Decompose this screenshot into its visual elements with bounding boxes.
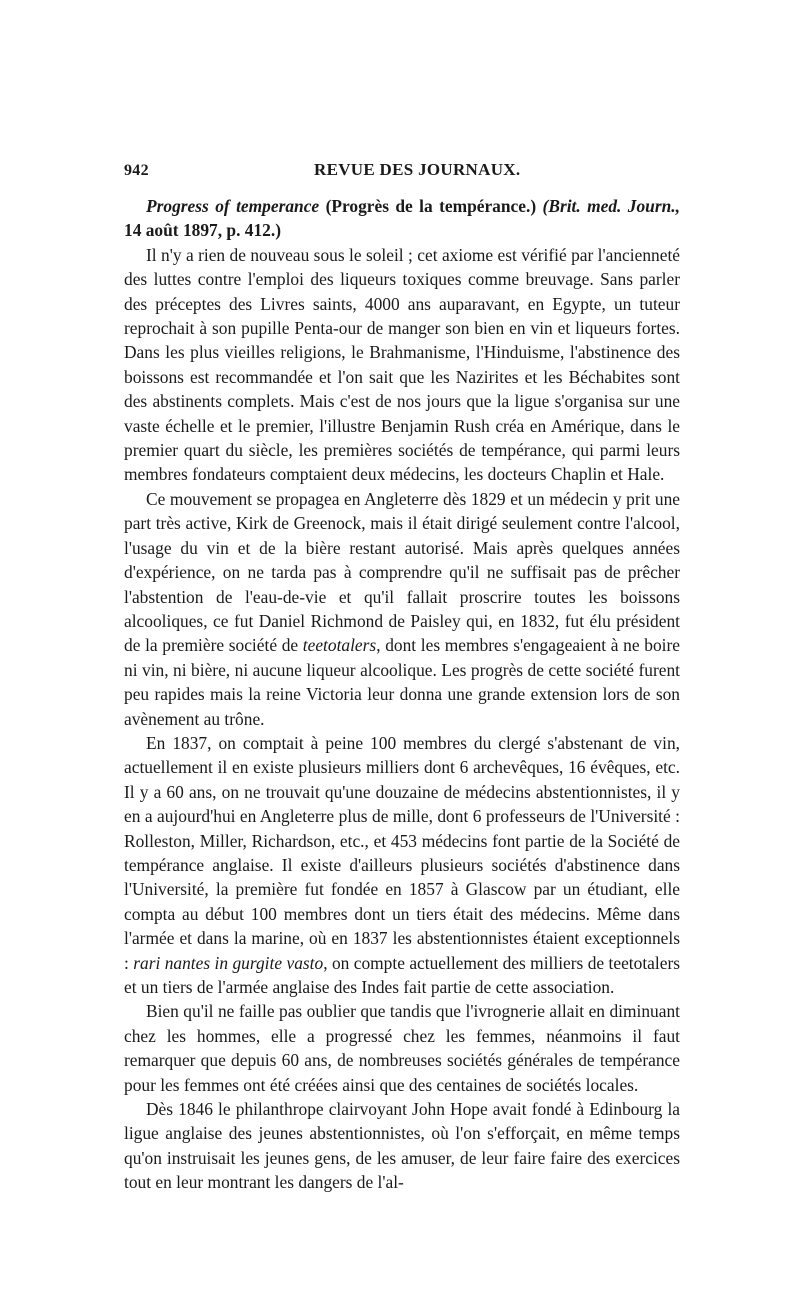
citation-source: (Brit. med. Journ., — [542, 196, 680, 216]
article-citation — [124, 194, 680, 243]
citation-details: 14 août 1897, p. 412.) — [124, 220, 282, 241]
paragraph-3 — [124, 731, 680, 999]
paragraph-3-text-after: , on compte actuellement des milliers de teetotalers et un tiers de l'armée anglaise des Indes fait partie de cette association. — [124, 952, 680, 997]
paragraph-5 — [124, 1097, 680, 1195]
book-page — [124, 160, 680, 1195]
article-body — [124, 194, 680, 1195]
paragraph-2-italic: teetotalers — [302, 635, 377, 656]
paragraph-3-italic: rari nantes in gurgite vasto — [133, 952, 324, 973]
paragraph-5-text: Dès 1846 le philanthrope clairvoyant John Hope avait fondé à Edinbourg la ligue anglaise des jeunes abstentionnistes, où l'on s'efforçait, en même temps qu'on instruisait les jeunes gens, de les amuser, de leur faire faire des exercices tout en leur montrant les dangers de l'al- — [124, 1099, 680, 1193]
paragraph-2 — [124, 487, 680, 731]
citation-translation: (Progrès de la tempérance.) — [325, 196, 537, 216]
running-head — [124, 160, 680, 190]
paragraph-3-text-before: En 1837, on comptait à peine 100 membres du clergé s'abstenant de vin, actuellement il en existe plusieurs milliers dont 6 archevêques, 16 évêques, etc. Il y a 60 ans, on ne trouvait qu'une douzaine de médecins abstentionnistes, il y en a aujourd'hui en Angleterre plus de mille, dont 6 professeurs de l'Université : Rolleston, Miller, Richardson, etc., et 453 médecins font partie de la Société de tempérance anglaise. Il existe d'ailleurs plusieurs sociétés d'abstinence dans l'Université, la première fut fondée en 1857 à Glascow par un étudiant, elle compta au début 100 membres dont un tiers était des médecins. Même dans l'armée et dans la marine, où en 1837 les abstentionnistes étaient exceptionnels : — [124, 732, 680, 973]
paragraph-4-text: Bien qu'il ne faille pas oublier que tandis que l'ivrognerie allait en diminuant chez les hommes, elle a progressé chez les femmes, néanmoins il faut remarquer que depuis 60 ans, de nombreuses sociétés générales de tempérance pour les femmes ont été créées ainsi que des centaines de sociétés locales. — [124, 1001, 680, 1095]
running-title: REVUE DES JOURNAUX. — [314, 160, 521, 179]
paragraph-1-text: Il n'y a rien de nouveau sous le soleil ; cet axiome est vérifié par l'ancienneté des luttes contre l'emploi des liqueurs toxiques comme breuvage. Sans parler des préceptes des Livres saints, 4000 ans auparavant, en Egypte, un tuteur reprochait à son pupille Penta-our de manger son bien en vin et liqueurs fortes. Dans les plus vieilles religions, le Brahmanisme, l'Hinduisme, l'abstinence des boissons est recommandée et l'on sait que les Nazirites et les Béchabites sont des abstinents complets. Mais c'est de nos jours que la ligue s'organisa sur une vaste échelle et le premier, l'illustre Benjamin Rush créa en Amérique, dans le premier quart du siècle, les premières sociétés de tempérance, qui parmi leurs membres fondateurs comptaient deux médecins, les docteurs Chaplin et Hale. — [124, 244, 680, 485]
paragraph-2-text-after: , dont les membres s'engageaient à ne boire ni vin, ni bière, ni aucune liqueur alcoolique. Les progrès de cette société furent peu rapides mais la reine Victoria leur donna une grande extension lors de son avènement au trône. — [124, 635, 680, 729]
page-number: 942 — [124, 162, 149, 179]
citation-title: Progress of temperance — [146, 196, 320, 216]
paragraph-2-text-before: Ce mouvement se propagea en Angleterre dès 1829 et un médecin y prit une part très active, Kirk de Greenock, mais il était dirigé seulement contre l'alcool, l'usage du vin et de la bière restant autorisé. Mais après quelques années d'expérience, on ne tarda pas à comprendre qu'il ne suffisait pas de prêcher l'abstention de l'eau-de-vie et qu'il fallait proscrire toutes les boissons alcooliques, ce fut Daniel Richmond de Paisley qui, en 1832, fut élu président de la première société de — [124, 488, 680, 656]
paragraph-4 — [124, 999, 680, 1097]
paragraph-1 — [124, 243, 680, 487]
